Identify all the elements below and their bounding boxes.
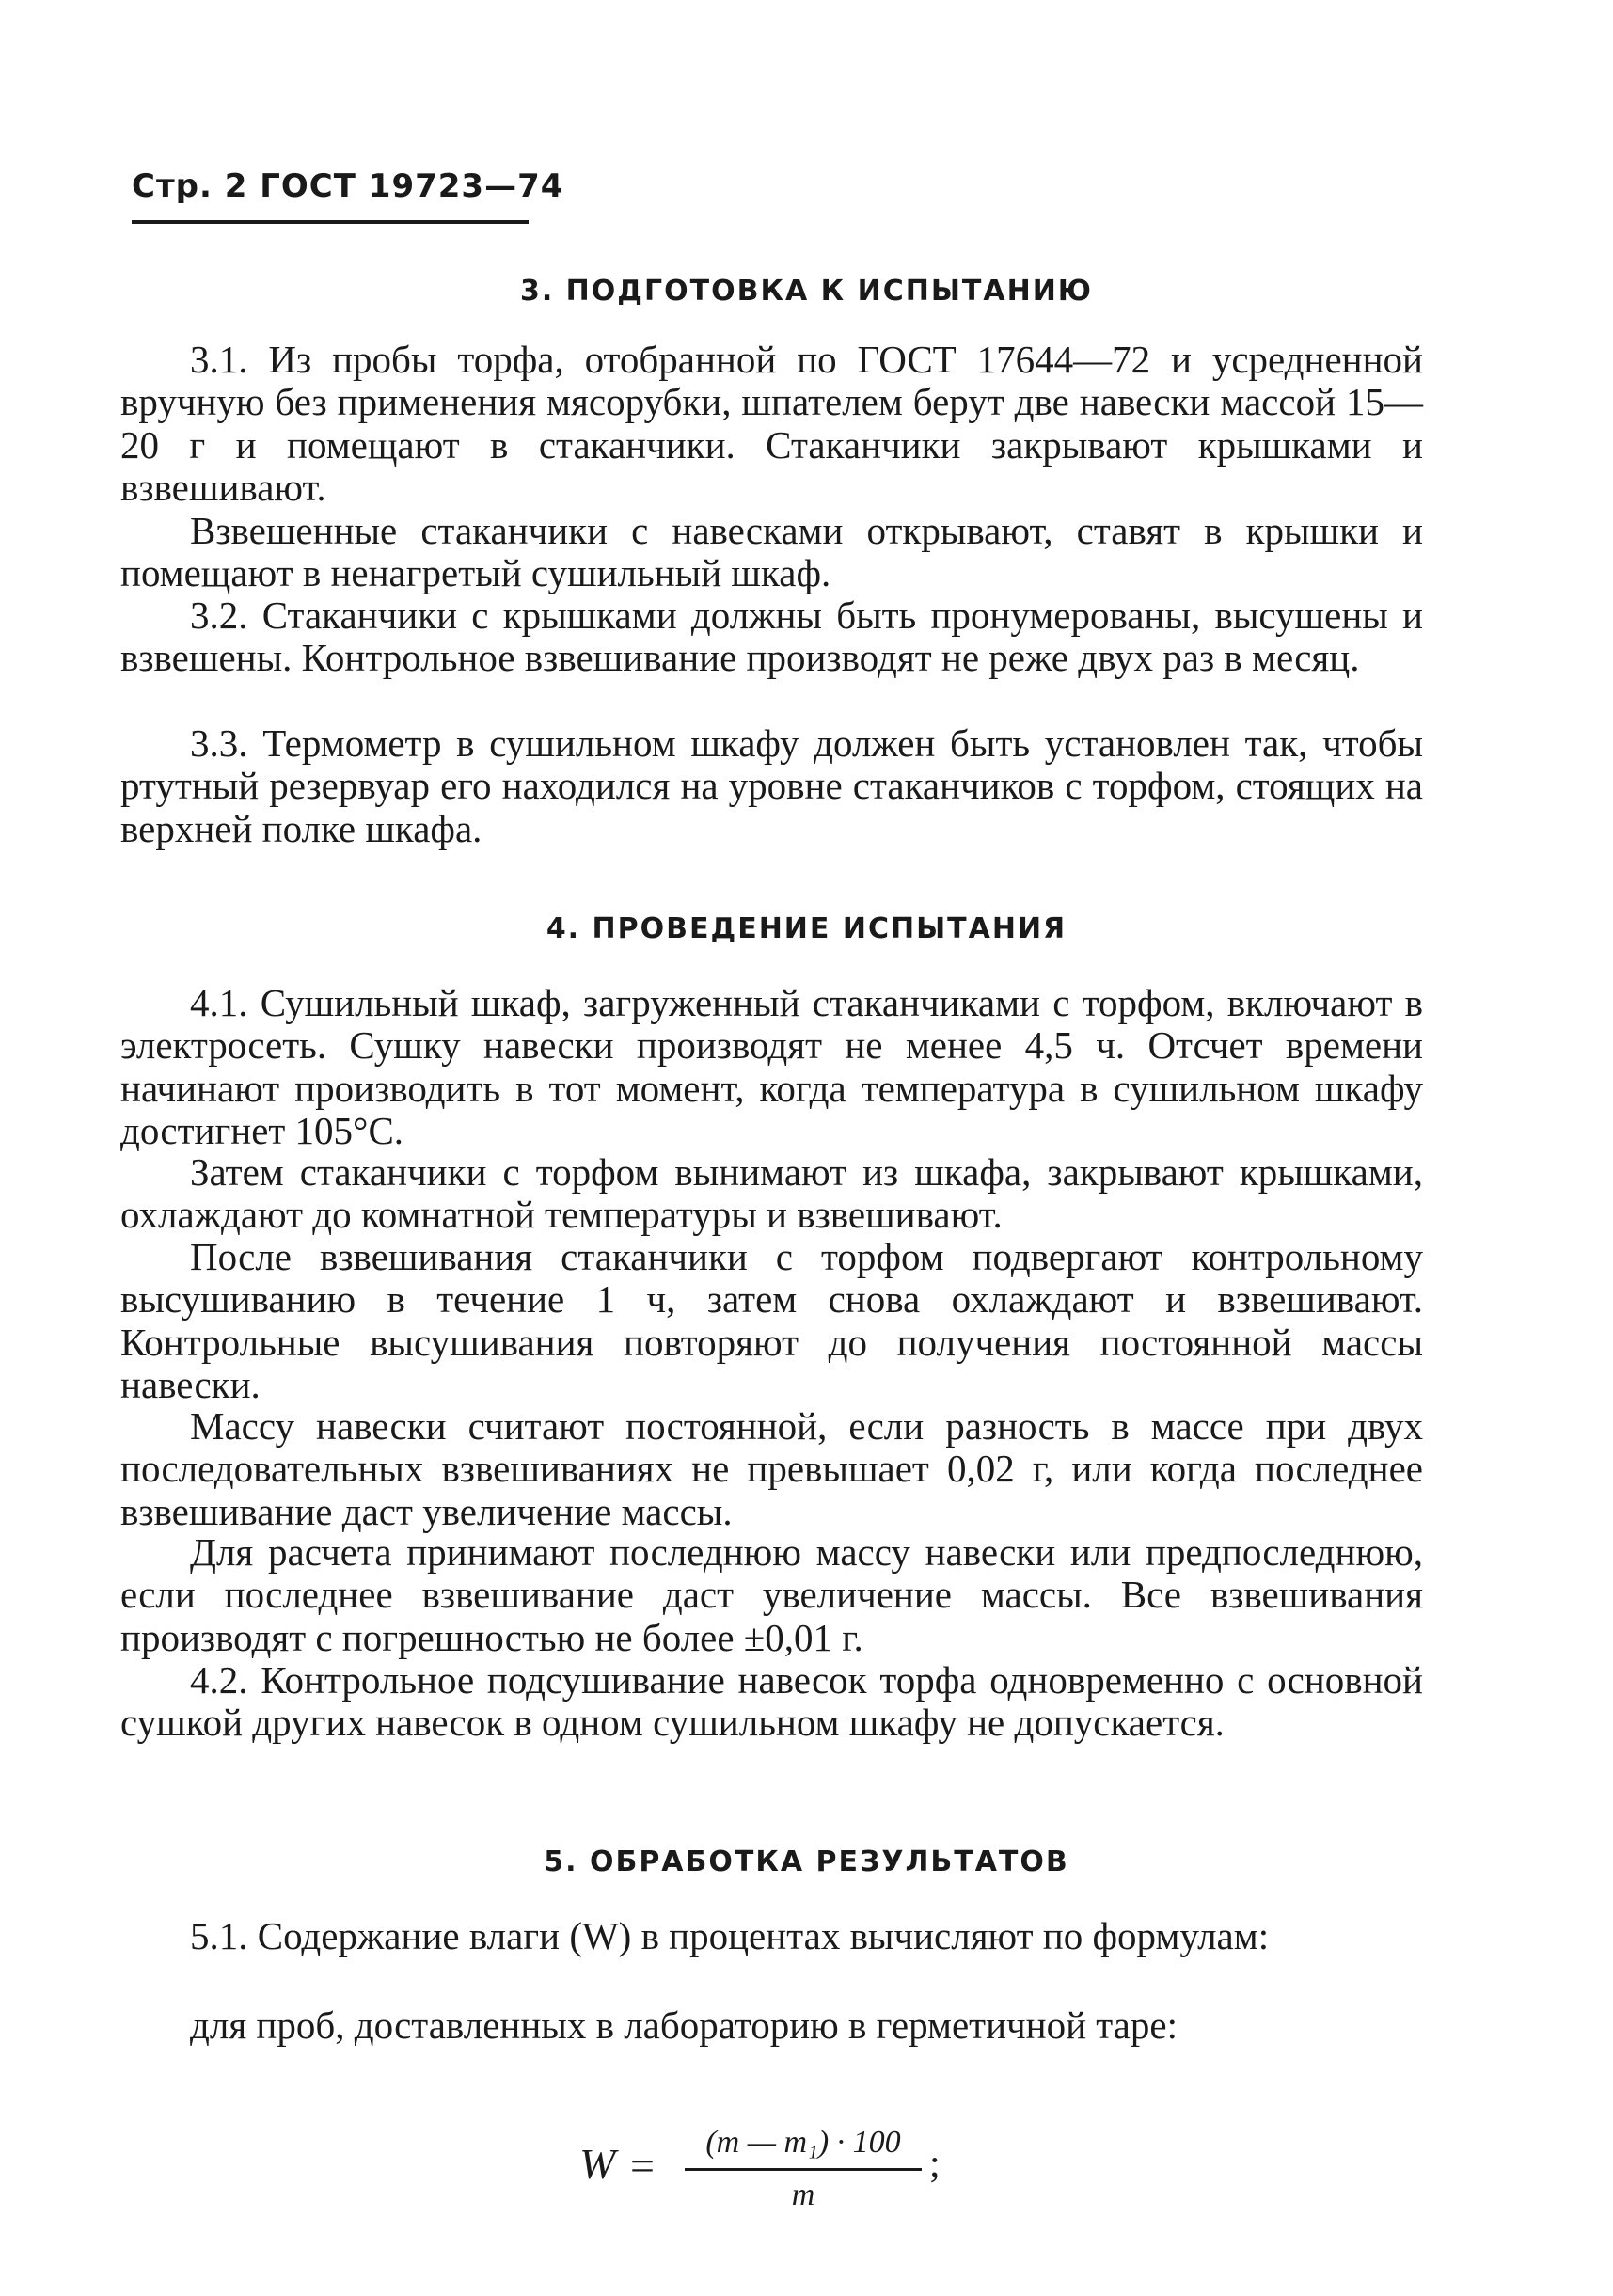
paragraph-3-2 — [120, 594, 1423, 680]
paragraph-5-1-text: 5.1. Содержание влаги (W) в процентах вычисляют по формулам: — [190, 1914, 1270, 1957]
paragraph-5-1b-text: для проб, доставленных в лабораторию в герметичной таре: — [190, 2003, 1178, 2047]
paragraph-3-2-text: 3.2. Стаканчики с крышками должны быть пронумерованы, высушены и взвешены. Контрольное взвешивание производят не реже двух раз в месяц. — [120, 594, 1423, 680]
paragraph-4-1e-text: Для расчета принимают последнюю массу навески или предпоследнюю, если последнее взвешивание даст увеличение массы. Все взвешивания производят с погрешностью не более ±0,01 г. — [120, 1530, 1423, 1659]
paragraph-4-2-text: 4.2. Контрольное подсушивание навесок торфа одновременно с основной сушкой других навесок в одном сушильном шкафу не допускается. — [120, 1658, 1423, 1745]
paragraph-3-3-text: 3.3. Термометр в сушильном шкафу должен быть установлен так, чтобы ртутный резервуар его находился на уровне стаканчиков с торфом, стоящих на верхней полке шкафа. — [120, 721, 1423, 850]
section-3-heading: 3. ПОДГОТОВКА К ИСПЫТАНИЮ — [519, 275, 1094, 308]
paragraph-4-1b — [120, 1151, 1423, 1237]
paragraph-5-1 — [120, 1915, 1423, 1957]
paragraph-4-1b-text: Затем стаканчики с торфом вынимают из шкафа, закрывают крышками, охлаждают до комнатной температуры и взвешивают. — [120, 1150, 1423, 1237]
section-5-heading: 5. ОБРАБОТКА РЕЗУЛЬТАТОВ — [544, 1845, 1069, 1878]
paragraph-4-1c — [120, 1236, 1423, 1407]
paragraph-3-1b-text: Взвешенные стаканчики с навесками открывают, ставят в крышки и помещают в ненагретый сушильный шкаф. — [120, 509, 1423, 595]
paragraph-4-1e — [120, 1531, 1423, 1659]
running-header: Стр. 2 ГОСТ 19723—74 — [132, 167, 564, 205]
formula-numerator: (m — m₁) · 100 — [705, 2125, 901, 2160]
paragraph-3-1b — [120, 510, 1423, 595]
paragraph-4-1c-text: После взвешивания стаканчики с торфом подвергают контрольному высушиванию в течение 1 ч, затем снова охлаждают и взвешивают. Контрольные высушивания повторяют до получения постоянной массы навески. — [120, 1235, 1423, 1407]
formula-terminator: ; — [929, 2143, 941, 2186]
paragraph-4-1 — [120, 982, 1423, 1153]
formula-denominator: m — [791, 2177, 815, 2212]
formula-lhs: W — [579, 2140, 616, 2188]
header-rule — [132, 220, 529, 224]
paragraph-3-1 — [120, 339, 1423, 510]
paragraph-3-1-text: 3.1. Из пробы торфа, отобранной по ГОСТ 17644—72 и усредненной вручную без применения мясорубки, шпателем берут две навески массой 15—20 г и помещают в стаканчики. Стаканчики закрывают крышками и взвешивают. — [120, 338, 1423, 510]
paragraph-3-3 — [120, 722, 1423, 850]
paragraph-4-2 — [120, 1659, 1423, 1745]
paragraph-4-1d-text: Массу навески считают постоянной, если разность в массе при двух последовательных взвешиваниях не превышает 0,02 г, или когда последнее взвешивание даст увеличение массы. — [120, 1404, 1423, 1533]
moisture-formula — [564, 2124, 959, 2218]
formula-fraction-bar — [685, 2168, 922, 2171]
formula-equals-sign: = — [630, 2142, 655, 2190]
section-4-heading: 4. ПРОВЕДЕНИЕ ИСПЫТАНИЯ — [546, 912, 1067, 945]
paragraph-4-1d — [120, 1405, 1423, 1533]
paragraph-5-1b — [120, 2003, 1423, 2047]
paragraph-4-1-text: 4.1. Сушильный шкаф, загруженный стаканчиками с торфом, включают в электросеть. Сушку навески производят не менее 4,5 ч. Отсчет времени начинают производить в тот момент, когда температура в сушильном шкафу достигнет 105°С. — [120, 981, 1423, 1153]
